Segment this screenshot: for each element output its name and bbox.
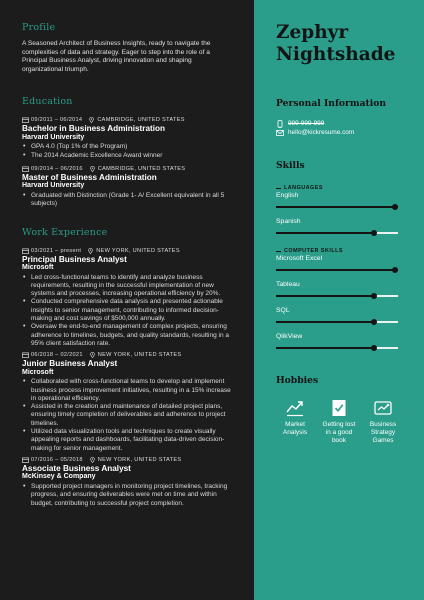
calendar-icon bbox=[22, 352, 29, 358]
company-name: Microsoft bbox=[22, 368, 54, 376]
bullet-item: • Assisted in the creation and maintenance of detailed project plans, ensuring timely completion of deliverables and adherence to project timelines. bbox=[22, 403, 232, 428]
skill-bar bbox=[276, 232, 398, 234]
language-skills-list bbox=[276, 192, 402, 240]
skill-label: Tableau bbox=[276, 281, 300, 288]
candidate-first-name: Zephyr bbox=[276, 22, 349, 43]
role-title: Junior Business Analyst bbox=[22, 359, 118, 369]
hobby-label: Games bbox=[372, 436, 394, 444]
skill-bar bbox=[276, 321, 398, 323]
entry-meta bbox=[22, 165, 232, 173]
calendar-icon bbox=[22, 166, 29, 172]
bullet-item: • The 2014 Academic Excellence Award winner bbox=[22, 152, 232, 160]
skill-bar-fill bbox=[276, 206, 398, 208]
skill-category-languages bbox=[276, 185, 402, 191]
education-heading: Education bbox=[22, 96, 73, 108]
hobbies-heading: Hobbies bbox=[276, 375, 319, 386]
candidate-last-name: Nightshade bbox=[276, 44, 396, 65]
skill-bar-fill bbox=[276, 321, 374, 323]
skill-label: QlikView bbox=[276, 333, 303, 340]
phone-number: 999-999-999 bbox=[288, 120, 325, 127]
calendar-icon bbox=[22, 457, 29, 463]
skill-item bbox=[276, 218, 402, 240]
skills-heading: Skills bbox=[276, 160, 305, 171]
school-name: Harvard University bbox=[22, 182, 85, 190]
right-column bbox=[254, 0, 424, 600]
skill-bar-knob bbox=[392, 267, 398, 273]
education-entry bbox=[22, 116, 232, 160]
skill-label: English bbox=[276, 192, 299, 199]
hobby-label: Market bbox=[285, 421, 305, 428]
entry-bullets bbox=[22, 483, 232, 508]
degree-title: Bachelor in Business Administration bbox=[22, 124, 166, 134]
experience-entry bbox=[22, 247, 232, 349]
entry-meta bbox=[22, 116, 232, 124]
skill-item bbox=[276, 255, 402, 277]
location-pin-icon bbox=[89, 457, 96, 463]
phone-icon bbox=[276, 120, 284, 128]
location-pin-icon bbox=[87, 248, 94, 254]
skill-label: Microsoft Excel bbox=[276, 255, 323, 262]
skill-bar-knob bbox=[371, 293, 377, 299]
skill-bar-knob bbox=[392, 204, 398, 210]
experience-entry bbox=[22, 456, 232, 508]
bullet-item: • Conducted comprehensive data analysis and presented actionable insights to senior management, contributing to informed decision-making and cost savings of $500,000 annually. bbox=[22, 298, 232, 323]
entry-bullets bbox=[22, 192, 232, 209]
experience-heading: Work Experience bbox=[22, 226, 108, 238]
entry-meta bbox=[22, 351, 232, 359]
entry-dates: 03/2021 – present bbox=[31, 247, 82, 254]
skill-bar bbox=[276, 269, 398, 271]
skill-bar-knob bbox=[371, 230, 377, 236]
entry-meta bbox=[22, 247, 232, 255]
company-name: McKinsey & Company bbox=[22, 473, 96, 481]
hobby-item bbox=[364, 399, 402, 444]
personal-info-heading: Personal Information bbox=[276, 98, 387, 109]
email-address[interactable]: hello@kickresume.com bbox=[288, 129, 355, 136]
entry-location: CAMBRIDGE, UNITED STATES bbox=[97, 165, 186, 172]
bullet-item: • Supported project managers in monitoring project timelines, tracking progress, and ensuring deliverables were met on time and within budget, contributing to successful project completion. bbox=[22, 483, 232, 508]
profile-text: A Seasoned Architect of Business Insights, ready to navigate the complexities of data and strategy. Eager to step into the role of a Principal Business Analyst, driving innovation and shaping organizational triumph. bbox=[22, 40, 211, 73]
computer-skills-list bbox=[276, 255, 402, 355]
skill-label: Spanish bbox=[276, 218, 301, 225]
email-icon bbox=[276, 129, 284, 137]
bullet-item: • Oversaw the end-to-end management of complex projects, ensuring adherence to timelines, budgets, and quality standards, resulting in a 95% client satisfaction rate. bbox=[22, 323, 232, 348]
hobby-item bbox=[320, 399, 358, 444]
skill-bar-fill bbox=[276, 269, 398, 271]
hobby-label: Strategy bbox=[370, 428, 396, 436]
degree-title: Master of Business Administration bbox=[22, 172, 157, 182]
phone-row bbox=[276, 119, 402, 128]
experience-entry bbox=[22, 351, 232, 453]
hobby-label: Getting lost bbox=[322, 421, 356, 428]
calendar-icon bbox=[22, 117, 29, 123]
skill-category-label: LANGUAGES bbox=[284, 185, 323, 191]
entry-dates: 09/2011 – 06/2014 bbox=[31, 117, 83, 124]
entry-dates: 09/2014 – 06/2016 bbox=[31, 165, 83, 172]
skill-bar-knob bbox=[371, 319, 377, 325]
bullet-item: • Led cross-functional teams to identify and analyze business requirements, resulting in the successful implementation of new systems and processes, increasing operational efficiency by 20%. bbox=[22, 274, 232, 299]
location-pin-icon bbox=[89, 352, 96, 358]
skill-item bbox=[276, 333, 402, 355]
skill-category-computer bbox=[276, 248, 402, 254]
bullet-item: • Utilized data visualization tools and techniques to create visually appealing reports and dashboards, facilitating data-driven decision-making for senior management. bbox=[22, 428, 232, 453]
chart-line-icon bbox=[286, 399, 304, 417]
skill-label: SQL bbox=[276, 307, 290, 314]
entry-bullets bbox=[22, 274, 232, 349]
school-name: Harvard University bbox=[22, 133, 85, 141]
role-title: Principal Business Analyst bbox=[22, 254, 127, 264]
skill-bar bbox=[276, 347, 398, 349]
entry-bullets bbox=[22, 378, 232, 453]
skill-bar bbox=[276, 206, 398, 208]
role-title: Associate Business Analyst bbox=[22, 463, 131, 473]
hobby-label: Analysis bbox=[282, 428, 308, 436]
entry-dates: 06/2018 – 02/2021 bbox=[31, 352, 83, 359]
strategy-game-icon bbox=[374, 399, 392, 417]
entry-location: CAMBRIDGE, UNITED STATES bbox=[97, 117, 185, 124]
entry-location: NEW YORK, UNITED STATES bbox=[96, 247, 180, 254]
book-check-icon bbox=[330, 399, 348, 417]
skill-bar-fill bbox=[276, 347, 374, 349]
entry-location: NEW YORK, UNITED STATES bbox=[97, 456, 182, 463]
company-name: Microsoft bbox=[22, 264, 54, 272]
hobbies-list bbox=[276, 399, 402, 444]
hobby-label: in a good bbox=[325, 428, 353, 436]
skill-bar bbox=[276, 295, 398, 297]
entry-location: NEW YORK, UNITED STATES bbox=[97, 352, 182, 359]
calendar-icon bbox=[22, 248, 29, 254]
skill-item bbox=[276, 307, 402, 329]
skill-bar-fill bbox=[276, 295, 374, 297]
bullet-item: • Graduated with Distinction (Grade 1- A/ Excellent equivalent in all 5 subjects) bbox=[22, 192, 232, 209]
email-row bbox=[276, 128, 402, 137]
hobby-item bbox=[276, 399, 314, 444]
bullet-item: • Collaborated with cross-functional teams to develop and implement business process improvement initiatives, resulting in a 15% increase in operational efficiency. bbox=[22, 378, 232, 403]
skill-bar-fill bbox=[276, 232, 374, 234]
skill-item bbox=[276, 281, 402, 303]
education-entry bbox=[22, 165, 232, 209]
bullet-item: • GPA 4.0 (Top 1% of the Program) bbox=[22, 143, 232, 151]
skill-item bbox=[276, 192, 402, 214]
entry-bullets bbox=[22, 143, 232, 160]
profile-heading: Profile bbox=[22, 22, 56, 33]
hobby-label: book bbox=[331, 436, 347, 444]
entry-dates: 07/2016 – 05/2018 bbox=[31, 456, 83, 463]
location-pin-icon bbox=[89, 166, 96, 172]
hobby-label: Business bbox=[369, 421, 397, 428]
skill-category-label: COMPUTER SKILLS bbox=[284, 248, 344, 254]
location-pin-icon bbox=[88, 117, 95, 123]
skill-bar-knob bbox=[371, 345, 377, 351]
entry-meta bbox=[22, 456, 232, 464]
